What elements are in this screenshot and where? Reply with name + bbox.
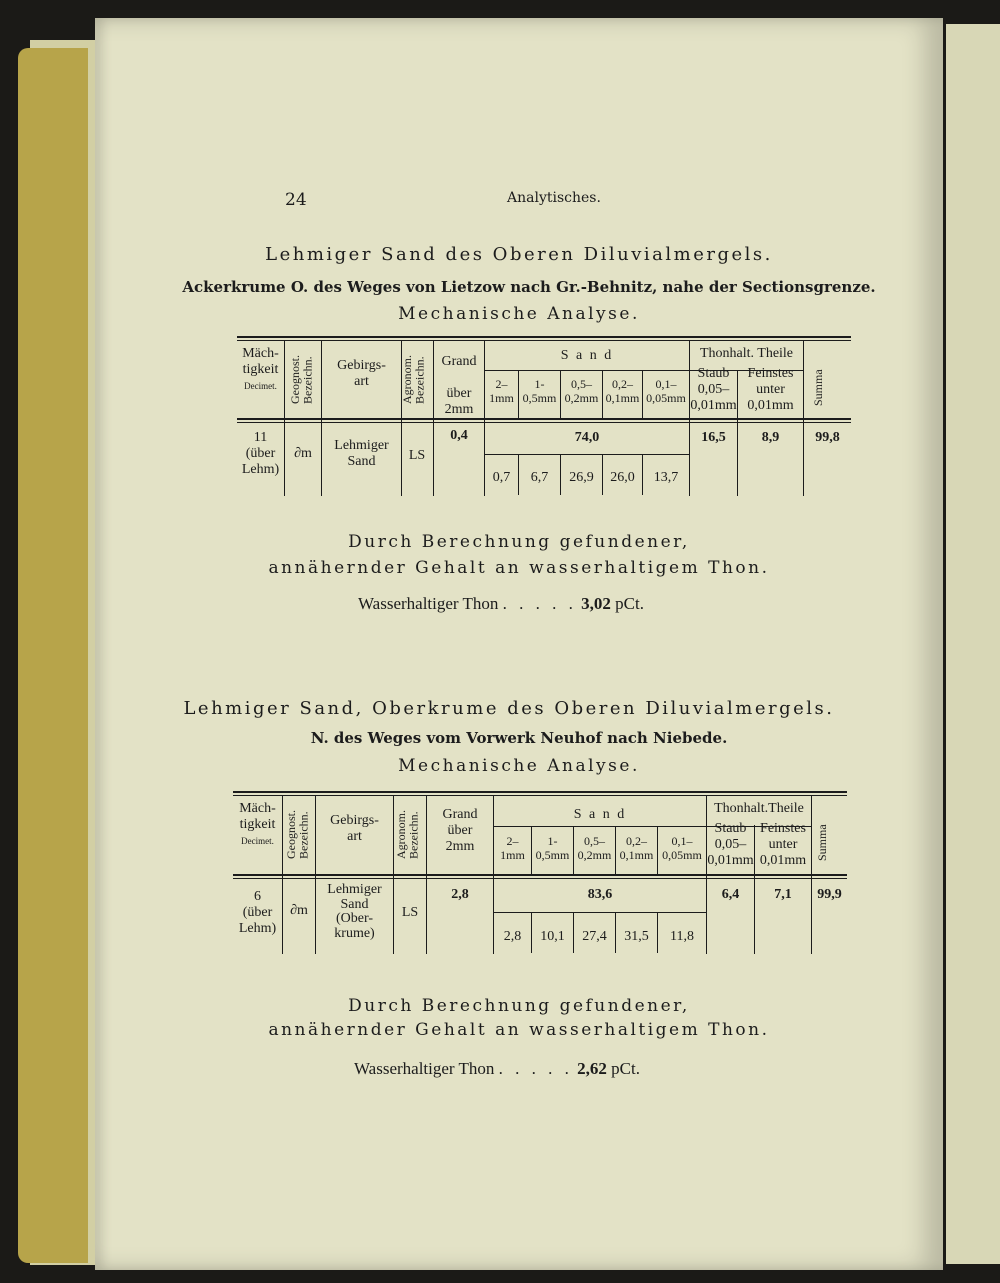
row-depth: 11 (über Lehm) (241, 430, 280, 478)
col-summa: Summa (815, 824, 829, 861)
col-maechtigkeit: Mäch- tigkeit Decimet. (239, 801, 276, 847)
col-maechtigkeit: Mäch- tigkeit Decimet. (242, 346, 279, 392)
col-summa: Summa (811, 369, 825, 406)
row-depth: 6 (über Lehm) (238, 889, 277, 937)
col-grand: Grand über 2mm (441, 354, 477, 418)
col-agronom: Agronom. Bezeichn. (400, 355, 427, 405)
col-sand-2: 1- 0,5mm (535, 834, 570, 862)
section2-table (233, 791, 847, 959)
row-sand-total: 83,6 (587, 887, 613, 902)
section2-calc-line2: annähernder Gehalt an wasserhaltigem Thon. (268, 1020, 770, 1040)
col-sand-5: 0,1– 0,05mm (646, 377, 686, 405)
section2-title: Lehmiger Sand, Oberkrume des Oberen Diluvialmergels. (183, 698, 835, 719)
col-sand-4: 0,2– 0,1mm (605, 377, 640, 405)
row-sand-3: 26,9 (569, 470, 594, 485)
row-sand-5: 11,8 (670, 929, 694, 944)
section1-result: Wasserhaltiger Thon . . . . . 3,02 pCt. (358, 594, 644, 613)
row-sand-2: 6,7 (530, 470, 549, 485)
row-sand-1: 2,8 (503, 929, 522, 944)
col-sand-3: 0,5– 0,2mm (577, 834, 612, 862)
col-grand: Grand über 2mm (442, 807, 478, 855)
section2-result: Wasserhaltiger Thon . . . . . 2,62 pCt. (354, 1059, 640, 1078)
row-agronom: LS (408, 448, 426, 463)
book-gilt-edge (18, 48, 88, 1263)
col-agronom: Agronom. Bezeichn. (394, 810, 421, 860)
row-feinstes: 7,1 (774, 887, 792, 902)
running-title: Analytisches. (507, 190, 601, 206)
col-staub: Staub 0,05– 0,01mm (707, 821, 754, 869)
col-staub: Staub 0,05– 0,01mm (690, 366, 737, 414)
col-feinstes: Feinstes unter 0,01mm (747, 366, 794, 414)
row-geognost: ∂m (290, 903, 308, 918)
col-gebirgsart: Gebirgs- art (330, 813, 379, 845)
section1-calc-line2: annähernder Gehalt an wasserhaltigem Thon. (268, 558, 770, 578)
row-gebirgsart: Lehmiger Sand (Ober- krume) (327, 882, 382, 942)
section1-analysis-title: Mechanische Analyse. (398, 304, 640, 324)
row-sand-2: 10,1 (540, 929, 565, 944)
row-gebirgsart: Lehmiger Sand (334, 438, 389, 470)
col-sand-1: 2– 1mm (489, 377, 514, 405)
row-sand-4: 26,0 (610, 470, 635, 485)
section1-calc-line1: Durch Berechnung gefundener, (348, 532, 690, 552)
row-sand-total: 74,0 (574, 430, 600, 445)
book-page (95, 18, 943, 1270)
col-sand: S a n d (573, 807, 627, 822)
row-summa: 99,8 (815, 430, 840, 445)
row-grand: 2,8 (451, 887, 469, 902)
col-sand-3: 0,5– 0,2mm (564, 377, 599, 405)
row-staub: 16,5 (701, 430, 726, 445)
row-sand-5: 13,7 (653, 470, 679, 485)
row-staub: 6,4 (721, 887, 740, 902)
row-feinstes: 8,9 (761, 430, 780, 445)
col-thon: Thonhalt. Theile (699, 346, 794, 361)
col-geognost: Geognost. Bezeichn. (284, 810, 311, 860)
section2-calc-line1: Durch Berechnung gefundener, (348, 996, 690, 1016)
section1-title: Lehmiger Sand des Oberen Diluvialmergels. (265, 244, 773, 265)
row-sand-4: 31,5 (624, 929, 649, 944)
section1-table (237, 336, 851, 501)
col-thon: Thonhalt.Theile (714, 801, 804, 816)
col-sand: S a n d (560, 348, 614, 363)
row-sand-1: 0,7 (492, 470, 511, 485)
col-sand-1: 2– 1mm (500, 834, 525, 862)
col-sand-5: 0,1– 0,05mm (662, 834, 702, 862)
col-sand-2: 1- 0,5mm (522, 377, 557, 405)
page-number: 24 (285, 190, 307, 210)
section2-subtitle: N. des Weges vom Vorwerk Neuhof nach Niebede. (310, 729, 728, 747)
row-summa: 99,9 (817, 887, 842, 902)
row-grand: 0,4 (450, 428, 468, 443)
row-agronom: LS (401, 905, 419, 920)
col-geognost: Geognost. Bezeichn. (288, 355, 315, 405)
col-feinstes: Feinstes unter 0,01mm (759, 821, 807, 869)
row-geognost: ∂m (294, 446, 312, 461)
col-gebirgsart: Gebirgs- art (337, 358, 386, 390)
col-sand-4: 0,2– 0,1mm (619, 834, 654, 862)
section1-subtitle: Ackerkrume O. des Weges von Lietzow nach Gr.-Behnitz, nahe der Sectionsgrenze. (182, 278, 876, 296)
row-sand-3: 27,4 (582, 929, 607, 944)
next-page-edge (946, 24, 1000, 1264)
section2-analysis-title: Mechanische Analyse. (398, 756, 640, 776)
